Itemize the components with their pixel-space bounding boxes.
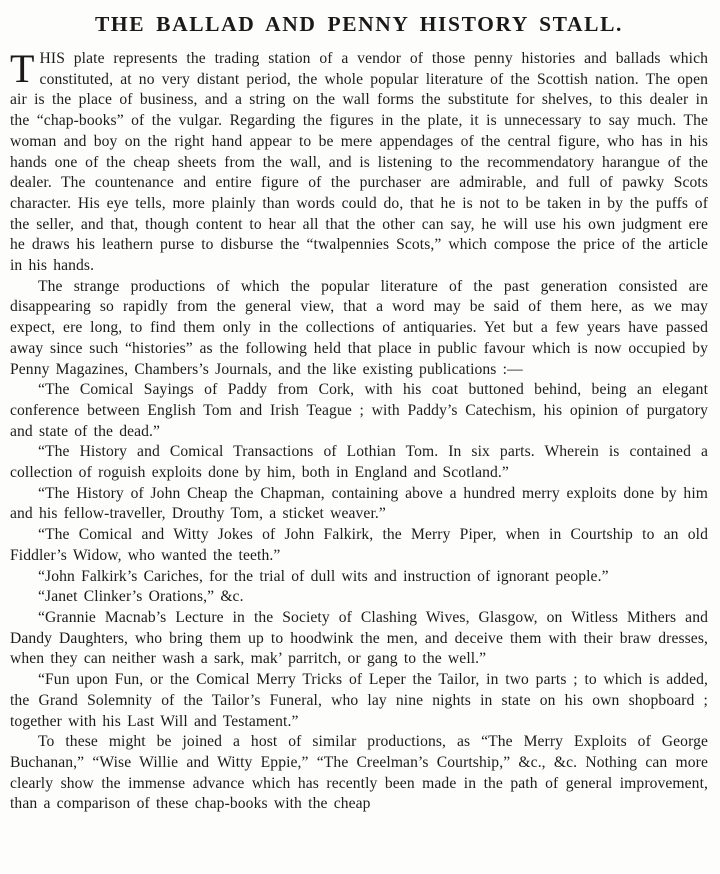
- paragraph: To these might be joined a host of similar productions, as “The Merry Exploits of George Buchanan,” “Wise Willie and Witty Eppie,” “The Creelman’s Courtship,” &c., &c. Nothing can more clearly show the immense advance which has recently been made in the path of general improvement, than a comparison of these chap-books with the cheap: [10, 733, 708, 813]
- paragraph: The strange productions of which the popular literature of the past generation consisted are disappearing so rapidly from the general view, that a word may be said of them here, as we may expect, ere long, to find them only in the collections of antiquaries. Yet but a few years have passed away since such “histories” as the following held that place in public favour which is now occupied by Penny Magazines, Chambers’s Journals, and the like existing publications :—: [10, 277, 708, 378]
- paragraph: [10, 46, 708, 277]
- drop-cap: T: [10, 46, 35, 91]
- paragraph: “Janet Clinker’s Orations,” &c.: [38, 588, 244, 606]
- page-title: THE BALLAD AND PENNY HISTORY STALL.: [94, 12, 624, 36]
- paragraph: “The History and Comical Transactions of Lothian Tom. In six parts. Wherein is contained a collection of roguish exploits done by him, both in England and Scotland.”: [10, 443, 708, 482]
- body-text: [10, 46, 708, 815]
- paragraph: “John Falkirk’s Cariches, for the trial of dull wits and instruction of ignorant people.”: [38, 567, 609, 585]
- paragraph: “Fun upon Fun, or the Comical Merry Tricks of Leper the Tailor, in two parts ; to which is added, the Grand Solemnity of the Tailor’s Funeral, who lay nine nights in state on his own shopboard ; together with his Last Will and Testament.”: [10, 671, 708, 730]
- paragraph-text: HIS plate represents the trading station of a vendor of those penny histories and ballads which constituted, at no very distant period, the whole popular literature of the Scottish nation. The open air is the place of business, and a string on the wall forms the substitute for shelves, to this dealer in the “chap-books” of the vulgar. Regarding the figures in the plate, it is unnecessary to say much. The woman and boy on the right hand appear to be mere appendages of the central figure, who has in his hands one of the cheap sheets from the wall, and is listening to the recommendatory harangue of the dealer. The countenance and entire figure of the purchaser are admirable, and full of pawky Scots character. His eye tells, more plainly than words could do, that he is not to be taken in by the puffs of the seller, and that, though content to hear all that the other can say, he will use his own judgment ere he draws his leathern purse to disburse the “twalpennies Scots,” which compose the price of the article in his hands.: [10, 50, 708, 275]
- paragraph: “The History of John Cheap the Chapman, containing above a hundred merry exploits done by him and his fellow-traveller, Drouthy Tom, a sticket weaver.”: [10, 484, 708, 523]
- paragraph: “The Comical and Witty Jokes of John Falkirk, the Merry Piper, when in Courtship to an old Fiddler’s Widow, who wanted the teeth.”: [10, 526, 708, 564]
- paragraph: “Grannie Macnab’s Lecture in the Society of Clashing Wives, Glasgow, on Witless Mithers and Dandy Daughters, who bring them up to hoodwink the men, and deceive them with their braw dresses, when they can neither wash a sark, mak’ parritch, or gang to the well.”: [10, 608, 708, 668]
- paragraph: “The Comical Sayings of Paddy from Cork, with his coat buttoned behind, being an elegant conference between English Tom and Irish Teague ; with Paddy’s Catechism, his opinion of purgatory and state of the dead.”: [10, 381, 708, 440]
